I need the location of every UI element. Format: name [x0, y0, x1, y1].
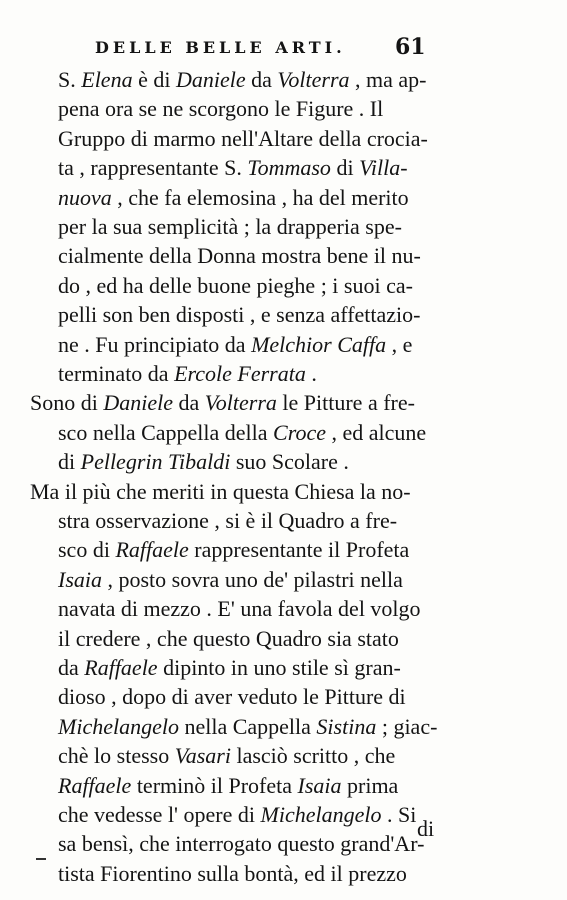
text-run: chè lo stesso [58, 743, 175, 768]
text-run: suo Scolare . [230, 449, 349, 474]
text-line [58, 800, 416, 830]
text-run: lasciò scritto , che [230, 743, 396, 768]
text-line [58, 682, 406, 712]
text-run: Daniele [175, 67, 246, 92]
text-line [58, 418, 426, 448]
text-run: Ma il più che meriti in questa Chiesa la no- [30, 479, 411, 504]
text-run: S. [58, 67, 82, 92]
text-run: ne . Fu principiato da [58, 332, 252, 357]
text-run: terminato da [58, 361, 175, 386]
text-run: Elena [81, 67, 133, 92]
text-run: dipinto in uno stile sì gran- [157, 655, 401, 680]
text-run: prima [341, 773, 399, 798]
text-line [58, 241, 421, 271]
text-run: di [58, 449, 81, 474]
text-run: Volterra [277, 67, 350, 92]
text-line [58, 65, 426, 95]
text-line [58, 653, 401, 683]
text-run: nuova [58, 185, 112, 210]
text-line [58, 565, 403, 595]
text-line [58, 94, 383, 124]
text-run: Vasari [174, 743, 231, 768]
text-run: Volterra [204, 390, 277, 415]
text-run: stra osservazione , si è il Quadro a fre- [58, 508, 398, 533]
text-line [58, 212, 402, 242]
text-run: . [305, 361, 317, 386]
text-line [58, 594, 421, 624]
text-run: nella Cappella [178, 714, 317, 739]
text-run: Villa- [359, 155, 408, 180]
text-run: , posto sovra uno de' pilastri nella [102, 567, 403, 592]
text-line [58, 124, 428, 154]
text-line [58, 859, 407, 889]
text-run: Raffaele [58, 773, 132, 798]
text-line [58, 447, 349, 477]
text-run: , ed alcune [325, 420, 427, 445]
text-run: dioso , dopo di aver veduto le Pitture di [58, 684, 406, 709]
text-line [30, 477, 411, 507]
text-line [58, 506, 397, 536]
text-run: è di [132, 67, 176, 92]
text-run: do , ed ha delle buone pieghe ; i suoi ca- [58, 273, 413, 298]
text-line [58, 330, 412, 360]
page-number: 61 [395, 34, 426, 60]
text-run: Ercole Ferrata [174, 361, 306, 386]
text-run: , che fa elemosina , ha del merito [111, 185, 409, 210]
text-run: le Pitture a fre- [276, 390, 415, 415]
text-line [58, 300, 420, 330]
text-run: Isaia [58, 567, 102, 592]
text-run: Michelangelo [58, 714, 179, 739]
text-run: da [173, 390, 205, 415]
text-run: Croce [273, 420, 326, 445]
text-line [58, 741, 395, 771]
catchword: di [417, 816, 435, 841]
text-run: Tommaso [247, 155, 331, 180]
text-run: sa bensì, che interrogato questo grand'Ar- [58, 831, 425, 856]
text-run: rappresentante il Profeta [188, 537, 410, 562]
text-line [58, 829, 424, 859]
text-run: sco nella Cappella della [58, 420, 274, 445]
text-run: , e [386, 332, 413, 357]
margin-mark [36, 858, 46, 860]
text-run: Raffaele [115, 537, 189, 562]
text-run: Gruppo di marmo nell'Altare della crocia- [58, 126, 428, 151]
text-line [58, 359, 317, 389]
text-run: ; giac- [376, 714, 438, 739]
text-run: che vedesse l' opere di [58, 802, 261, 827]
text-line [58, 183, 409, 213]
text-run: Daniele [103, 390, 174, 415]
text-line [58, 153, 408, 183]
text-line [58, 712, 437, 742]
text-run: . Si [381, 802, 417, 827]
text-line [58, 535, 409, 565]
text-run: sco di [58, 537, 116, 562]
text-run: terminò il Profeta [131, 773, 298, 798]
text-run: Isaia [297, 773, 342, 798]
text-run: Michelangelo [260, 802, 382, 827]
text-run: Raffaele [84, 655, 158, 680]
text-run: , ma ap- [349, 67, 427, 92]
running-header: DELLE BELLE ARTI. [95, 38, 346, 57]
text-run: Sistina [316, 714, 377, 739]
text-run: per la sua semplicità ; la drapperia spe- [58, 214, 402, 239]
text-run: cialmente della Donna mostra bene il nu- [58, 243, 421, 268]
text-line [58, 624, 399, 654]
text-run: da [58, 655, 85, 680]
text-line [58, 271, 413, 301]
text-run: navata di mezzo . E' una favola del volgo [58, 596, 421, 621]
text-run: pelli son ben disposti , e senza affettazio- [58, 302, 421, 327]
text-run: tista Fiorentino sulla bontà, ed il prezzo [58, 861, 407, 886]
text-run: pena ora se ne scorgono le Figure . Il [58, 96, 384, 121]
text-run: Pellegrin Tibaldi [80, 449, 231, 474]
text-run: Sono di [30, 390, 104, 415]
text-run: di [330, 155, 360, 180]
text-run: Melchior Caffa [251, 332, 387, 357]
text-line [30, 388, 415, 418]
text-run: da [245, 67, 278, 92]
text-run: ta , rappresentante S. [58, 155, 248, 180]
text-run: il credere , che questo Quadro sia stato [58, 626, 399, 651]
text-line [58, 771, 398, 801]
